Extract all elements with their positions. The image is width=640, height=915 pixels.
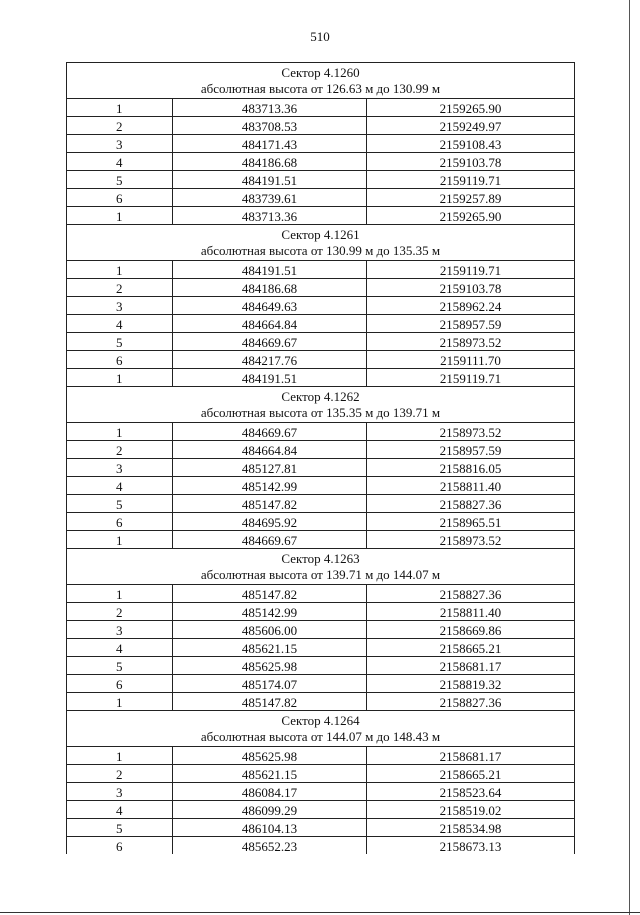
x-coordinate: 483713.36 [173, 207, 367, 225]
y-coordinate: 2159103.78 [367, 279, 575, 297]
point-number: 4 [67, 801, 173, 819]
y-coordinate: 2159265.90 [367, 99, 575, 117]
table-row [67, 369, 575, 387]
y-coordinate: 2158957.59 [367, 315, 575, 333]
point-number: 1 [67, 423, 173, 441]
x-coordinate: 485147.82 [173, 693, 367, 711]
table-row [67, 621, 575, 639]
x-coordinate: 484664.84 [173, 441, 367, 459]
y-coordinate: 2158973.52 [367, 531, 575, 549]
sector-header [67, 549, 575, 585]
point-number: 4 [67, 315, 173, 333]
table-row [67, 423, 575, 441]
table-row [67, 351, 575, 369]
sector-height-range: абсолютная высота от 135.35 м до 139.71 м [200, 405, 441, 420]
x-coordinate: 485147.82 [173, 495, 367, 513]
y-coordinate: 2158673.13 [367, 837, 575, 855]
point-number: 5 [67, 333, 173, 351]
y-coordinate: 2158827.36 [367, 495, 575, 513]
table-row [67, 153, 575, 171]
sector-header-row [67, 387, 575, 423]
table-row [67, 135, 575, 153]
x-coordinate: 483739.61 [173, 189, 367, 207]
sector-header [67, 711, 575, 747]
table-row [67, 99, 575, 117]
y-coordinate: 2158523.64 [367, 783, 575, 801]
y-coordinate: 2158681.17 [367, 657, 575, 675]
table-row [67, 693, 575, 711]
y-coordinate: 2158811.40 [367, 603, 575, 621]
point-number: 1 [67, 207, 173, 225]
point-number: 2 [67, 603, 173, 621]
table-row [67, 585, 575, 603]
x-coordinate: 485621.15 [173, 765, 367, 783]
y-coordinate: 2158665.21 [367, 765, 575, 783]
y-coordinate: 2158665.21 [367, 639, 575, 657]
x-coordinate: 484649.63 [173, 297, 367, 315]
y-coordinate: 2158681.17 [367, 747, 575, 765]
point-number: 5 [67, 657, 173, 675]
x-coordinate: 483713.36 [173, 99, 367, 117]
x-coordinate: 484664.84 [173, 315, 367, 333]
table-row [67, 675, 575, 693]
point-number: 3 [67, 459, 173, 477]
y-coordinate: 2158816.05 [367, 459, 575, 477]
sector-header [67, 387, 575, 423]
point-number: 3 [67, 135, 173, 153]
table-row [67, 657, 575, 675]
table-row [67, 603, 575, 621]
table-row [67, 495, 575, 513]
sector-title: Сектор 4.1261 [281, 227, 360, 242]
x-coordinate: 486099.29 [173, 801, 367, 819]
point-number: 4 [67, 639, 173, 657]
sector-coordinates-body [67, 63, 575, 855]
sector-height-range: абсолютная высота от 139.71 м до 144.07 м [200, 567, 441, 582]
y-coordinate: 2159111.70 [367, 351, 575, 369]
point-number: 1 [67, 369, 173, 387]
table-row [67, 801, 575, 819]
table-row [67, 207, 575, 225]
x-coordinate: 484669.67 [173, 531, 367, 549]
scan-right-edge [629, 0, 630, 915]
point-number: 2 [67, 765, 173, 783]
table-row [67, 783, 575, 801]
page-number: 510 [310, 29, 330, 44]
point-number: 4 [67, 477, 173, 495]
table-row [67, 513, 575, 531]
y-coordinate: 2159119.71 [367, 369, 575, 387]
sector-title: Сектор 4.1262 [281, 389, 360, 404]
x-coordinate: 484186.68 [173, 153, 367, 171]
table-row [67, 189, 575, 207]
x-coordinate: 484191.51 [173, 171, 367, 189]
sector-header-row [67, 225, 575, 261]
table-row [67, 459, 575, 477]
point-number: 1 [67, 531, 173, 549]
scan-bottom-edge [0, 912, 640, 913]
x-coordinate: 484186.68 [173, 279, 367, 297]
y-coordinate: 2158827.36 [367, 693, 575, 711]
x-coordinate: 485625.98 [173, 747, 367, 765]
sector-header-row [67, 549, 575, 585]
table-row [67, 639, 575, 657]
table-row [67, 333, 575, 351]
x-coordinate: 484217.76 [173, 351, 367, 369]
y-coordinate: 2158962.24 [367, 297, 575, 315]
point-number: 6 [67, 351, 173, 369]
y-coordinate: 2158519.02 [367, 801, 575, 819]
x-coordinate: 484191.51 [173, 261, 367, 279]
y-coordinate: 2158811.40 [367, 477, 575, 495]
sector-height-range: абсолютная высота от 126.63 м до 130.99 м [200, 81, 441, 96]
point-number: 1 [67, 261, 173, 279]
table-row [67, 297, 575, 315]
y-coordinate: 2159119.71 [367, 261, 575, 279]
point-number: 3 [67, 783, 173, 801]
y-coordinate: 2158669.86 [367, 621, 575, 639]
point-number: 3 [67, 297, 173, 315]
x-coordinate: 485127.81 [173, 459, 367, 477]
sector-height-range: абсолютная высота от 130.99 м до 135.35 м [200, 243, 441, 258]
point-number: 6 [67, 675, 173, 693]
point-number: 6 [67, 837, 173, 855]
table-row [67, 171, 575, 189]
sector-header-row [67, 711, 575, 747]
table-row [67, 279, 575, 297]
point-number: 6 [67, 189, 173, 207]
point-number: 5 [67, 495, 173, 513]
x-coordinate: 484191.51 [173, 369, 367, 387]
y-coordinate: 2159265.90 [367, 207, 575, 225]
x-coordinate: 485174.07 [173, 675, 367, 693]
sector-title: Сектор 4.1263 [281, 551, 360, 566]
y-coordinate: 2159257.89 [367, 189, 575, 207]
table-row [67, 837, 575, 855]
y-coordinate: 2159249.97 [367, 117, 575, 135]
x-coordinate: 484695.92 [173, 513, 367, 531]
y-coordinate: 2159103.78 [367, 153, 575, 171]
x-coordinate: 486104.13 [173, 819, 367, 837]
x-coordinate: 484669.67 [173, 333, 367, 351]
point-number: 4 [67, 153, 173, 171]
sector-header-row [67, 63, 575, 99]
table-row [67, 819, 575, 837]
point-number: 3 [67, 621, 173, 639]
table-row [67, 477, 575, 495]
table-row [67, 261, 575, 279]
x-coordinate: 484171.43 [173, 135, 367, 153]
x-coordinate: 485625.98 [173, 657, 367, 675]
sector-header [67, 225, 575, 261]
table-row [67, 765, 575, 783]
x-coordinate: 485621.15 [173, 639, 367, 657]
sector-header [67, 63, 575, 99]
sector-height-range: абсолютная высота от 144.07 м до 148.43 м [200, 729, 441, 744]
x-coordinate: 483708.53 [173, 117, 367, 135]
y-coordinate: 2158957.59 [367, 441, 575, 459]
point-number: 2 [67, 279, 173, 297]
sector-coordinates-table [66, 62, 575, 854]
x-coordinate: 485652.23 [173, 837, 367, 855]
table-row [67, 747, 575, 765]
y-coordinate: 2158965.51 [367, 513, 575, 531]
table-row [67, 117, 575, 135]
sector-title: Сектор 4.1264 [281, 713, 360, 728]
point-number: 5 [67, 819, 173, 837]
table-row [67, 441, 575, 459]
x-coordinate: 485142.99 [173, 477, 367, 495]
y-coordinate: 2158827.36 [367, 585, 575, 603]
point-number: 2 [67, 441, 173, 459]
point-number: 1 [67, 99, 173, 117]
point-number: 1 [67, 693, 173, 711]
y-coordinate: 2158973.52 [367, 333, 575, 351]
point-number: 5 [67, 171, 173, 189]
x-coordinate: 485606.00 [173, 621, 367, 639]
x-coordinate: 485147.82 [173, 585, 367, 603]
y-coordinate: 2158819.32 [367, 675, 575, 693]
table-row [67, 531, 575, 549]
table-row [67, 315, 575, 333]
point-number: 6 [67, 513, 173, 531]
y-coordinate: 2159119.71 [367, 171, 575, 189]
point-number: 2 [67, 117, 173, 135]
sector-title: Сектор 4.1260 [281, 65, 360, 80]
y-coordinate: 2159108.43 [367, 135, 575, 153]
point-number: 1 [67, 747, 173, 765]
x-coordinate: 485142.99 [173, 603, 367, 621]
point-number: 1 [67, 585, 173, 603]
x-coordinate: 486084.17 [173, 783, 367, 801]
y-coordinate: 2158973.52 [367, 423, 575, 441]
x-coordinate: 484669.67 [173, 423, 367, 441]
y-coordinate: 2158534.98 [367, 819, 575, 837]
